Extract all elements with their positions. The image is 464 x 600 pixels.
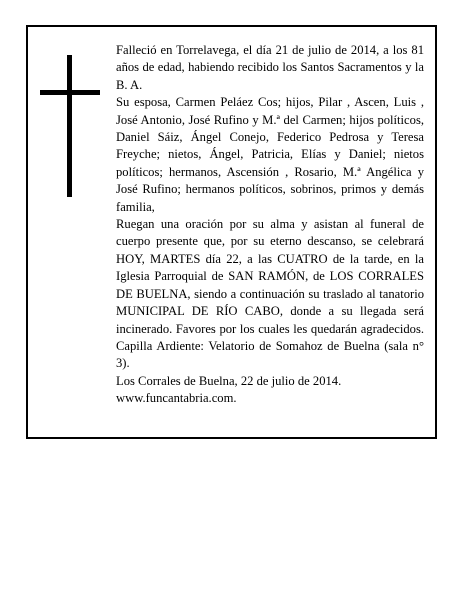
death-announcement: Falleció en Torrelavega, el día 21 de julio de 2014, a los 81 años de edad, habiendo recibido los Santos Sacramentos y la B. A. [116,43,424,92]
obituary-notice [26,25,437,439]
cross-horizontal-bar [40,90,100,95]
place-date: Los Corrales de Buelna, 22 de julio de 2014. [116,373,342,388]
obituary-text [116,42,424,408]
cross-vertical-bar [67,55,72,197]
website: www.funcantabria.com. [116,391,237,406]
funeral-details: Ruegan una oración por su alma y asistan al funeral de cuerpo presente que, por su eterno descanso, se celebrará HOY, MARTES día 22, a las CUATRO de la tarde, en la Iglesia Parroquial de SAN RAMÓN, de LOS CORRALES DE BUELNA, siendo a continuación su traslado al tanatorio MUNICIPAL DE RÍO CABO, donde a su llegada será incinerado. Favores por los cuales les quedarán agradecidos. Capilla Ardiente: Velatorio de Somahoz de Buelna (sala n° 3). [116,217,424,371]
latin-cross-icon [40,55,100,197]
family-list: Su esposa, Carmen Peláez Cos; hijos, Pilar , Ascen, Luis , José Antonio, José Rufino y M.ª del Carmen; hijos políticos, Daniel Sáiz, Ángel Conejo, Federico Pedrosa y Teresa Freyche; nietos, Ángel, Patricia, Elías y Daniel; nietos políticos; hermanos, Ascensión , Rosario, M.ª Angélica y José Rufino; hermanos políticos, sobrinos, primos y demás familia, [116,95,424,214]
